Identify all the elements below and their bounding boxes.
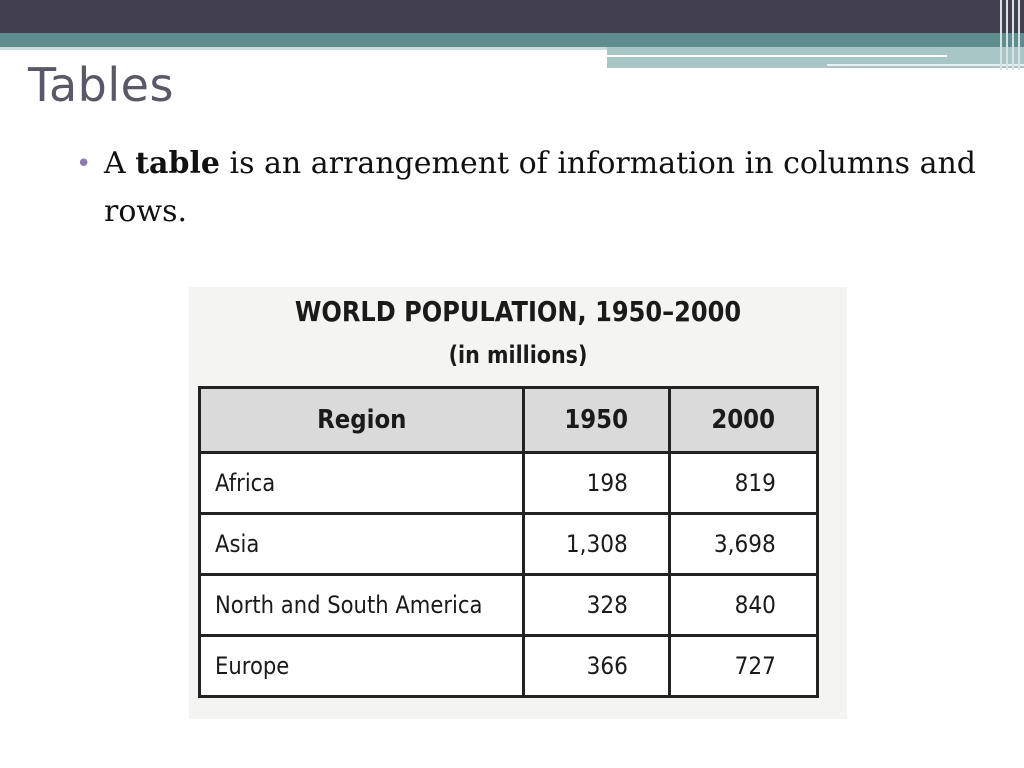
top-banner-teal [0, 33, 1024, 47]
bullet-text [104, 140, 976, 236]
cell-2000: 819 [670, 453, 818, 514]
decorative-vertical-lines [994, 0, 1024, 70]
top-banner-dark [0, 0, 1024, 33]
table-row [200, 453, 818, 514]
cell-1950: 1,308 [524, 514, 670, 575]
table-row [200, 575, 818, 636]
figure-title: WORLD POPULATION, 1950–2000 [294, 295, 742, 328]
cell-1950: 198 [524, 453, 670, 514]
table-row [200, 514, 818, 575]
bullet-dot-icon: • [76, 149, 92, 179]
cell-2000: 727 [670, 636, 818, 697]
cell-region: Europe [200, 636, 524, 697]
bullet-prefix: A [104, 146, 136, 181]
cell-region: North and South America [200, 575, 524, 636]
population-table [198, 386, 819, 698]
bullet-suffix: is an arrangement of information in columns and rows. [104, 146, 976, 229]
figure-subtitle: (in millions) [448, 341, 588, 369]
cell-region: Africa [200, 453, 524, 514]
cell-1950: 366 [524, 636, 670, 697]
top-banner-accent-line [607, 55, 947, 57]
table-header-row [200, 388, 818, 453]
bullet-bold-term: table [135, 146, 220, 181]
cell-2000: 3,698 [670, 514, 818, 575]
table-figure [189, 287, 847, 719]
header-region: Region [200, 388, 524, 453]
table-row [200, 636, 818, 697]
cell-1950: 328 [524, 575, 670, 636]
cell-2000: 840 [670, 575, 818, 636]
cell-region: Asia [200, 514, 524, 575]
header-2000: 2000 [670, 388, 818, 453]
header-1950: 1950 [524, 388, 670, 453]
slide-title: Tables [28, 58, 174, 112]
bullet-item [76, 140, 976, 236]
